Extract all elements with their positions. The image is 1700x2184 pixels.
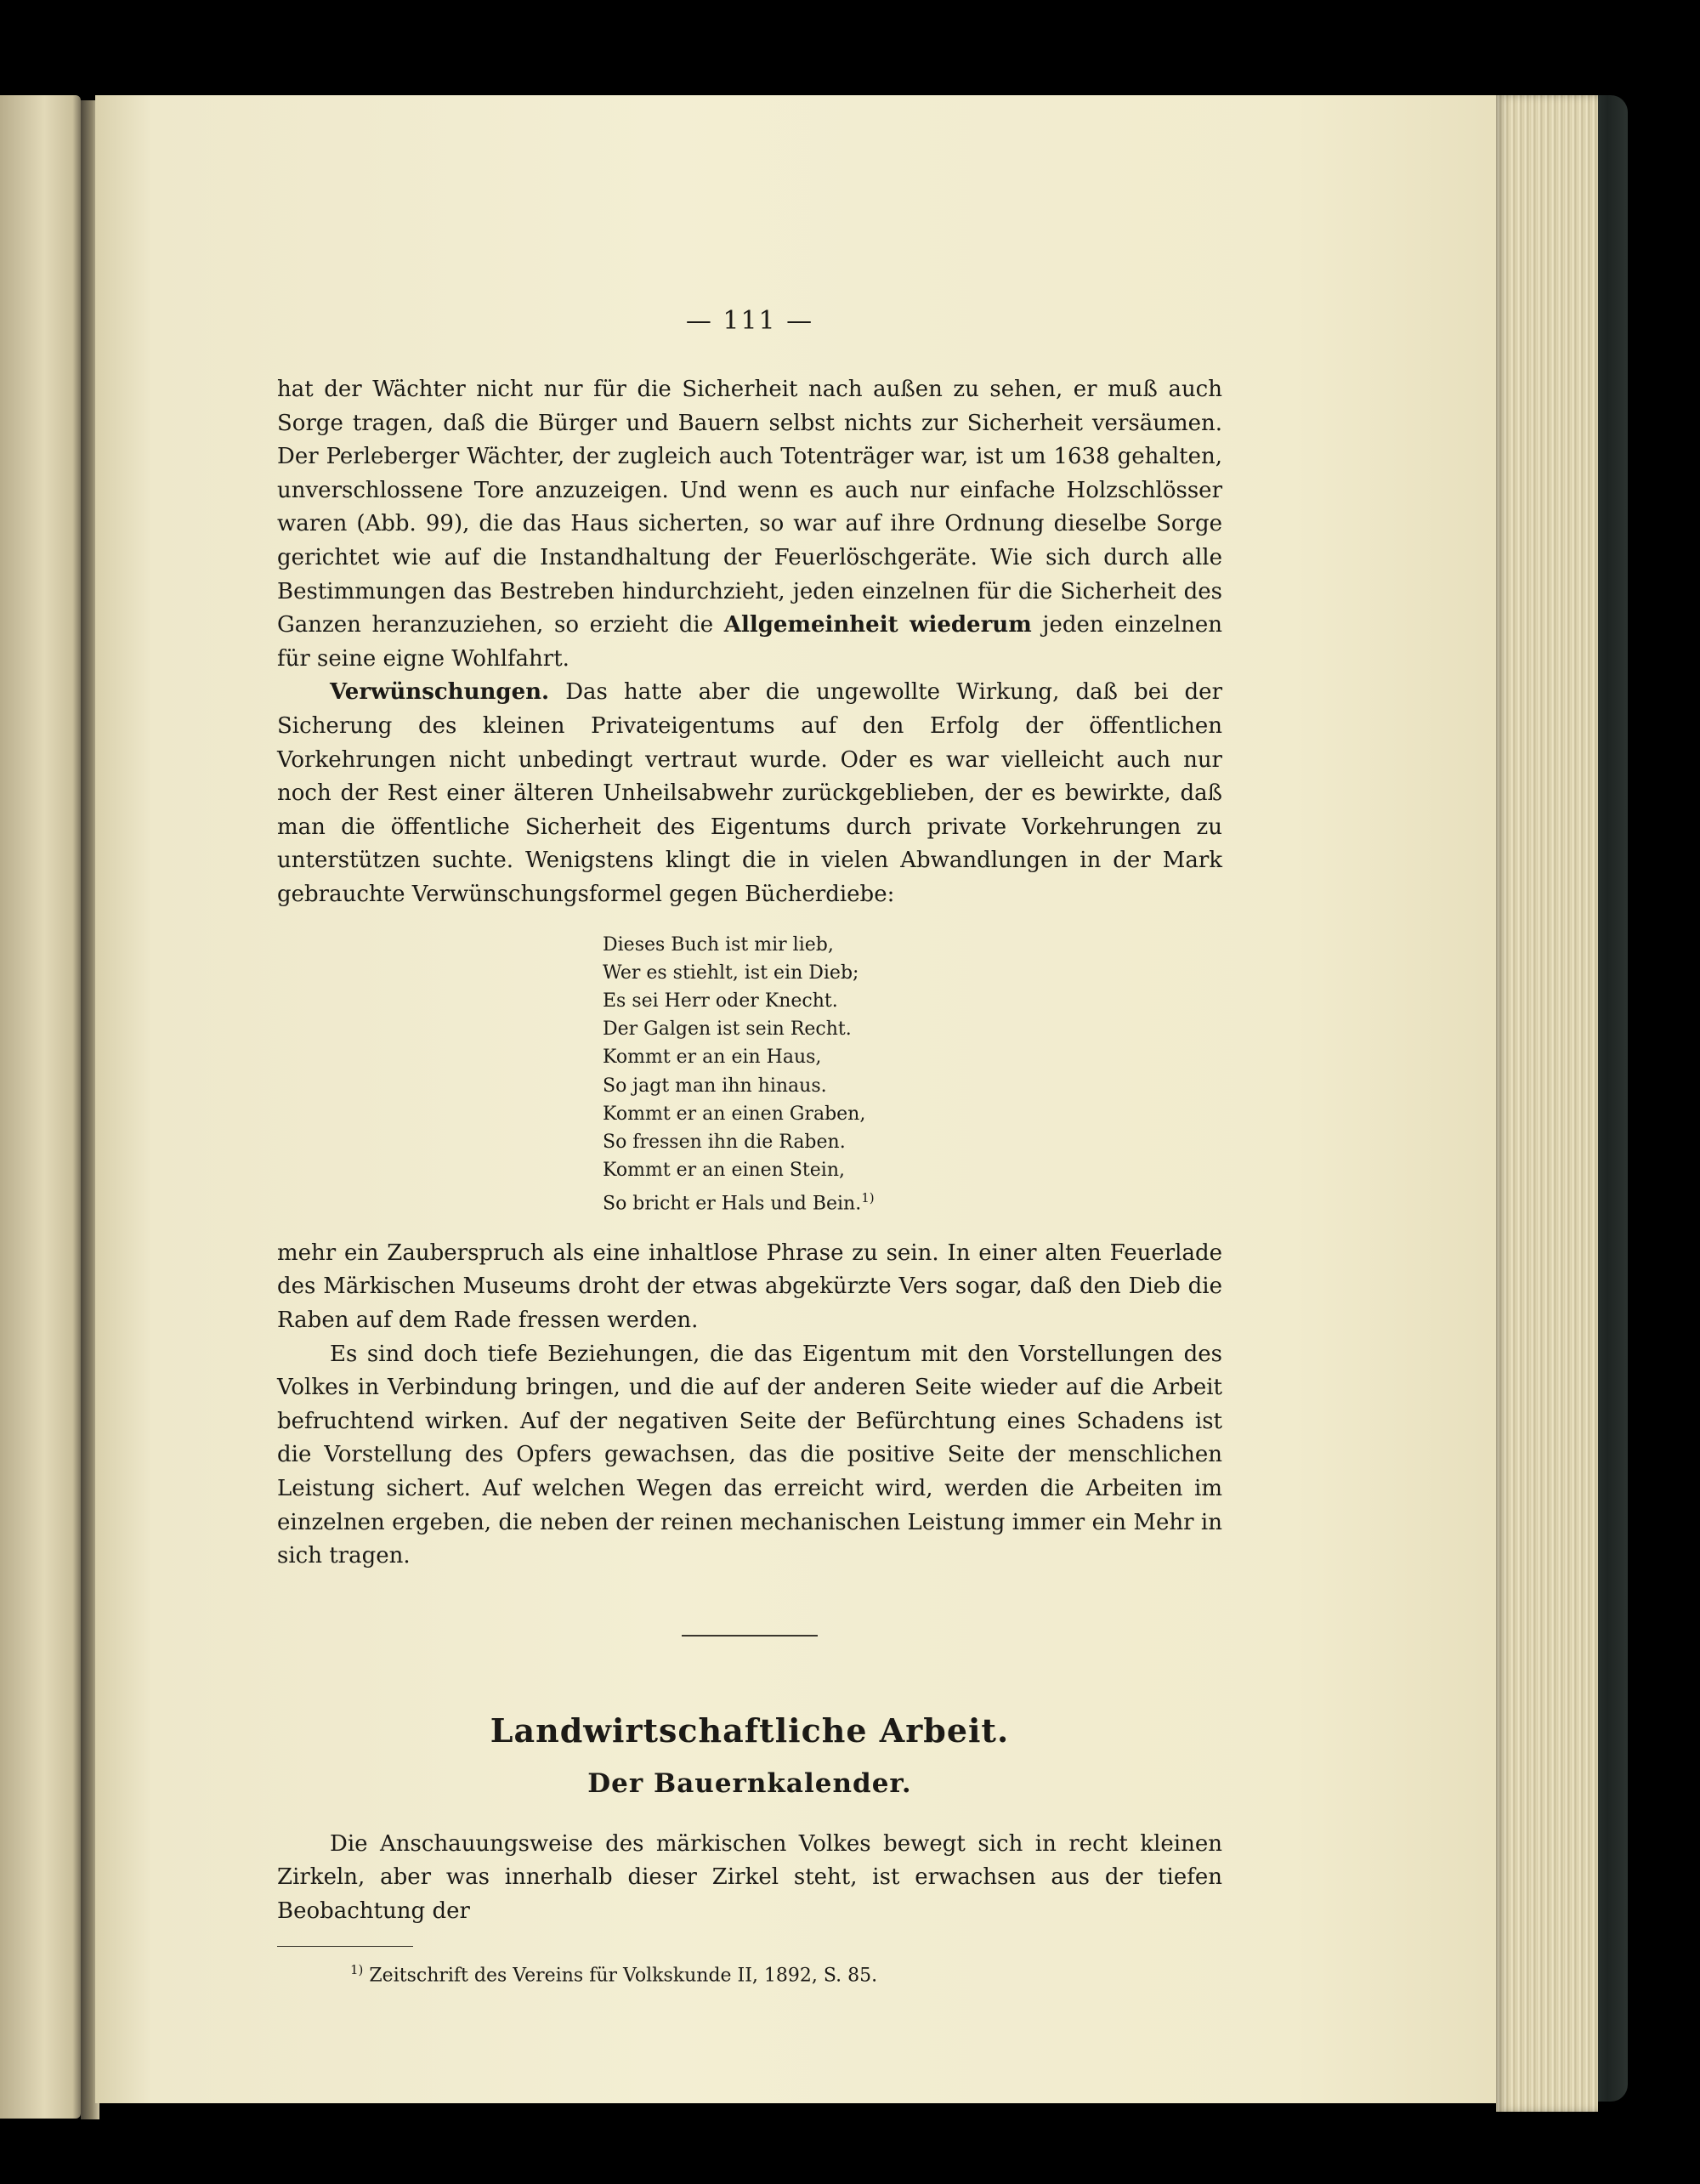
section-divider bbox=[682, 1635, 818, 1637]
poem-line: Kommt er an ein Haus, bbox=[603, 1047, 822, 1069]
footnote-mark: 1) bbox=[350, 1962, 364, 1978]
run-in-heading: Verwünschungen. bbox=[330, 679, 550, 706]
page-block-edges bbox=[1496, 95, 1598, 2112]
footnote-rule bbox=[277, 1946, 413, 1948]
poem-line: Kommt er an einen Stein, bbox=[603, 1160, 845, 1182]
footnote-text: Zeitschrift des Vereins für Volkskunde II, 1892, S. 85. bbox=[363, 1965, 878, 1987]
paragraph-relations: Es sind doch tiefe Beziehungen, die das Eigentum mit den Vorstellungen des Volkes in Verbindung bringen, und die auf der anderen Seite wieder auf die Arbeit befruchtend wirken. Auf der negativen Seite der Befürchtung eines Schadens ist die Vorstellung des Opfers gewachsen, das die positive Seite der menschlichen Leistung sichert. Auf welchen Wegen das erreicht wird, werden die Arbeiten im einzelnen ergeben, die neben der reinen mechanischen Leistung immer ein Mehr in sich tragen. bbox=[277, 1341, 1222, 1569]
poem-line: Kommt er an einen Graben, bbox=[603, 1103, 866, 1125]
paragraph-curses bbox=[277, 676, 1222, 911]
paragraph-spell: mehr ein Zauberspruch als eine inhaltlose Phrase zu sein. In einer alten Feuerlade des Märkischen Museums droht der etwas abgekürzte Vers sogar, daß den Dieb die Raben auf dem Rade fressen werden. bbox=[277, 1239, 1222, 1334]
page-number: — 111 — bbox=[685, 306, 814, 336]
left-page-edge bbox=[0, 95, 81, 2119]
page-content bbox=[277, 306, 1222, 1986]
footnote bbox=[277, 1962, 1222, 1986]
poem-line: Der Galgen ist sein Recht. bbox=[603, 1018, 852, 1041]
paragraph-text: Das hatte aber die ungewollte Wirkung, daß bei der Sicherung des kleinen Privateigentums auf den Erfolg der öffentlichen Vorkehrungen nicht unbedingt vertraut wurde. Oder es war vielleicht auch nur noch der Rest einer älteren Unheilsabwehr zurückgeblieben, der es bewirkte, daß man die öffentliche Sicherheit des Eigentums durch private Vorkehrungen zu unterstützen suchte. Wenigstens klingt die in vielen Abwandlungen in der Mark gebrauchte Verwünschungsformel gegen Bücherdiebe: bbox=[277, 679, 1222, 907]
poem-line bbox=[603, 1184, 1222, 1218]
paragraph-text: hat der Wächter nicht nur für die Sicherheit nach außen zu sehen, er muß auch Sorge tragen, daß die Bürger und Bauern selbst nichts zur Sicherheit versäumen. Der Perleberger Wächter, der zugleich auch Totenträger war, ist um 1638 gehalten, unverschlossene Tore anzuzeigen. Und wenn es auch nur einfache Holzschlösser waren (Abb. 99), die das Haus sicherten, so war auf ihre Ordnung dieselbe Sorge gerichtet wie auf die Instandhaltung der Feuerlöschgeräte. Wie sich durch alle Bestimmungen das Bestreben hindurchzieht, jeden einzelnen für die Sicherheit des Ganzen heranzuziehen, so erzieht die bbox=[277, 377, 1222, 638]
paragraph-watchman bbox=[277, 373, 1222, 676]
poem-line: Wer es stiehlt, ist ein Dieb; bbox=[603, 962, 859, 984]
curse-poem bbox=[603, 931, 1222, 1218]
bold-phrase: Allgemeinheit wiederum bbox=[723, 612, 1032, 638]
poem-line-text: So bricht er Hals und Bein. bbox=[603, 1193, 862, 1215]
chapter-title: Landwirtschaftliche Arbeit. bbox=[490, 1710, 1010, 1750]
poem-line: So fressen ihn die Raben. bbox=[603, 1131, 846, 1153]
paragraph-text-end: jeden einzelnen für seine eigne Wohlfahrt. bbox=[277, 612, 1223, 672]
poem-line: Es sei Herr oder Knecht. bbox=[603, 990, 838, 1012]
poem-line: So jagt man ihn hinaus. bbox=[603, 1075, 827, 1097]
poem-line: Dieses Buch ist mir lieb, bbox=[603, 933, 834, 956]
paragraph-calendar: Die Anschauungsweise des märkischen Volkes bewegt sich in recht kleinen Zirkeln, aber was innerhalb dieser Zirkel steht, ist erwachsen aus der tiefen Beobachtung der bbox=[277, 1830, 1222, 1924]
footnote-reference: 1) bbox=[861, 1190, 875, 1206]
section-title: Der Bauernkalender. bbox=[587, 1767, 912, 1799]
